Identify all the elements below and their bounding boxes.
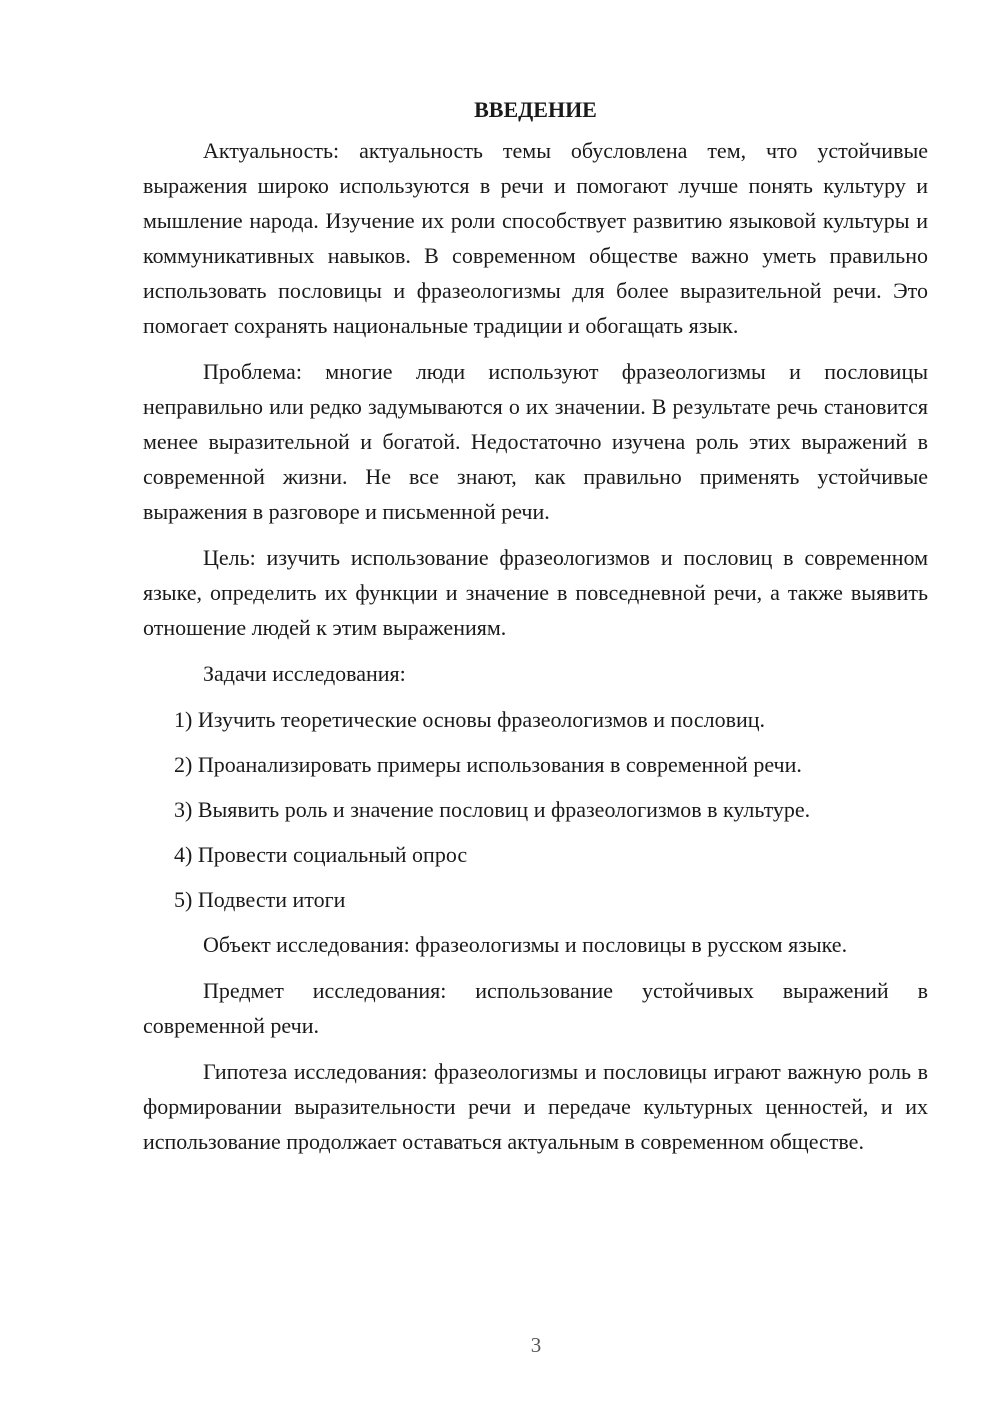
list-item: 2) Проанализировать примеры использования в современной речи. (174, 752, 802, 777)
subject-paragraph: Предмет исследования: использование устойчивых выражений в современной речи. (143, 978, 928, 1038)
relevance-paragraph: Актуальность: актуальность темы обусловлена тем, что устойчивые выражения широко используются в речи и помогают лучше понять культуру и мышление народа. Изучение их роли способствует развитию языковой культуры и коммуникативных навыков. В современном обществе важно уметь правильно использовать пословицы и фразеологизмы для более выразительной речи. Это помогает сохранять национальные традиции и обогащать язык. (143, 138, 928, 338)
object-paragraph: Объект исследования: фразеологизмы и пословицы в русском языке. (203, 932, 848, 957)
hypothesis-paragraph: Гипотеза исследования: фразеологизмы и пословицы играют важную роль в формировании выразительности речи и передаче культурных ценностей, и их использование продолжает оставаться актуальным в современном обществе. (143, 1059, 928, 1154)
tasks-list (143, 702, 928, 917)
page-number: 3 (530, 1333, 542, 1357)
list-item: 4) Провести социальный опрос (174, 842, 468, 867)
section-title: ВВЕДЕНИЕ (474, 97, 597, 122)
list-item: 3) Выявить роль и значение пословиц и фразеологизмов в культуре. (174, 797, 811, 822)
problem-paragraph: Проблема: многие люди используют фразеологизмы и пословицы неправильно или редко задумываются о их значении. В результате речь становится менее выразительной и богатой. Недостаточно изучена роль этих выражений в современной жизни. Не все знают, как правильно применять устойчивые выражения в разговоре и письменной речи. (143, 359, 928, 524)
list-item: 1) Изучить теоретические основы фразеологизмов и пословиц. (174, 707, 766, 732)
goal-paragraph: Цель: изучить использование фразеологизмов и пословиц в современном языке, определить их функции и значение в повседневной речи, а также выявить отношение людей к этим выражениям. (143, 545, 928, 640)
page-body (143, 92, 928, 1170)
tasks-heading: Задачи исследования: (203, 661, 406, 686)
list-item: 5) Подвести итоги (174, 887, 346, 912)
